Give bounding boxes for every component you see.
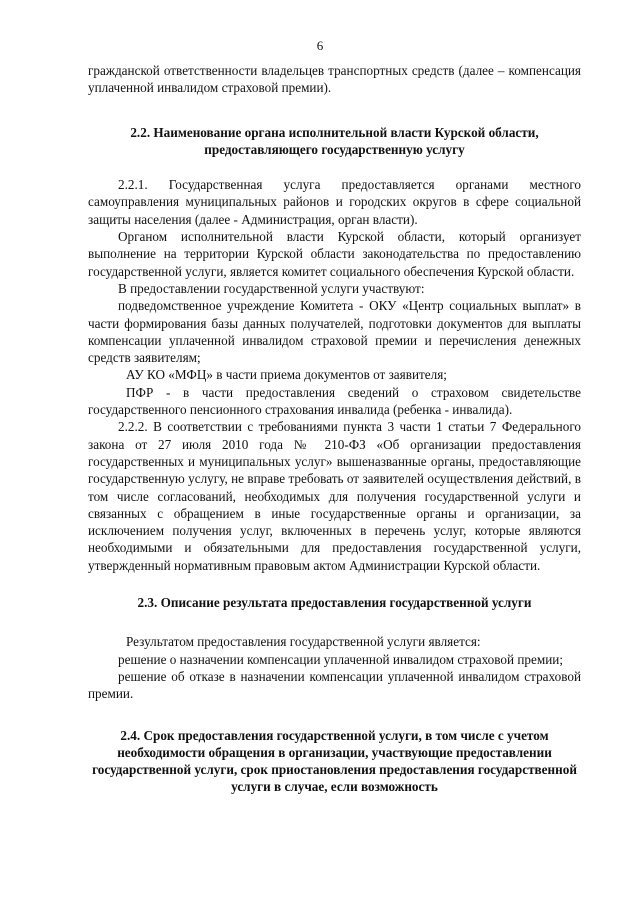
paragraph-oku-csv: подведомственное учреждение Комитета - ОКУ «Центр социальных выплат» в части формирования базы данных получателей, подготовки документов для выплаты компенсации уплаченной инвалидом страховой премии и перечисления денежных средств заявителям; <box>88 298 581 366</box>
page-number: 6 <box>316 38 324 53</box>
paragraph-participants: В предоставлении государственной услуги участвуют: <box>118 280 425 296</box>
paragraph-pfr: ПФР - в части предоставления сведений о страховом свидетельстве государственного пенсионного страхования инвалида (ребенка - инвалида). <box>88 384 581 418</box>
section-2-4-heading: 2.4. Срок предоставления государственной услуги, в том числе с учетом необходимости обращения в организации, участвующие предоставлении государственной услуги, срок приостановления предоставления государственной услуги в случае, если возможность <box>92 727 577 795</box>
paragraph-result-intro: Результатом предоставления государственной услуги является: <box>126 634 481 650</box>
paragraph-mfc: АУ КО «МФЦ» в части приема документов от заявителя; <box>126 367 447 383</box>
paragraph-result-grant: решение о назначении компенсации уплаченной инвалидом страховой премии; <box>118 651 563 667</box>
section-2-2-heading: 2.2. Наименование органа исполнительной власти Курской области, предоставляющего государственную услугу <box>130 124 539 157</box>
paragraph-result-refusal: решение об отказе в назначении компенсации уплаченной инвалидом страховой премии. <box>88 668 581 702</box>
paragraph-2-2-1: 2.2.1. Государственная услуга предоставляется органами местного самоуправления муниципальных районов и городских округов в сфере социальной защиты населения (далее - Администрация, орган власти). <box>88 177 581 227</box>
paragraph-executive-body: Органом исполнительной власти Курской области, который организует выполнение на территории Курской области законодательства по предоставлению государственной услуги, является комитет социального обеспечения Курской области. <box>88 229 581 279</box>
document-body <box>88 62 581 796</box>
paragraph-2-2-2: 2.2.2. В соответствии с требованиями пункта 3 части 1 статьи 7 Федерального закона от 27 июля 2010 года № 210-ФЗ «Об организации предоставления государственных и муниципальных услуг» вышеназванные органы, предоставляющие государственную услугу, не вправе требовать от заявителей осуществления действий, в том числе согласований, необходимых для получения государственной услуги и связанных с обращением в иные государственные органы и организации, за исключением получения услуг, включенных в перечень услуг, которые являются необходимыми и обязательными для предоставления государственной услуги, утвержденный нормативным правовым актом Администрации Курской области. <box>88 419 581 573</box>
intro-paragraph: гражданской ответственности владельцев транспортных средств (далее – компенсация уплаченной инвалидом страховой премии). <box>88 63 581 96</box>
section-2-3-heading: 2.3. Описание результата предоставления государственной услуги <box>137 595 532 611</box>
